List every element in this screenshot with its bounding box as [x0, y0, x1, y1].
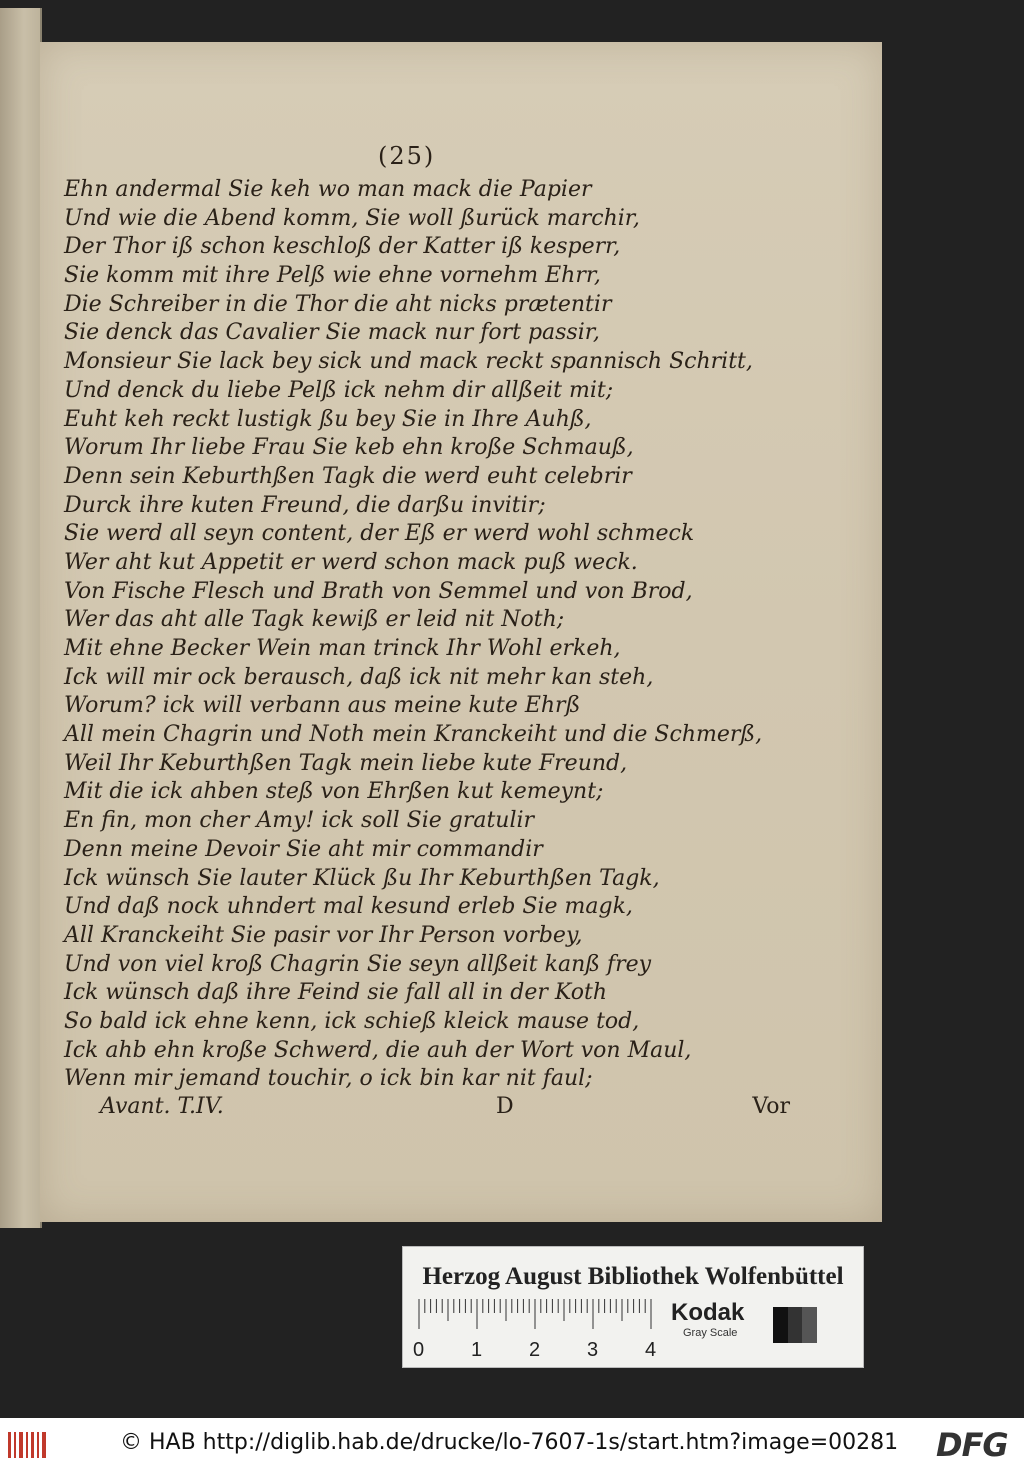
- previous-page-edge: [0, 8, 42, 1228]
- color-calibration-card: [402, 1246, 864, 1368]
- measurement-ruler: [415, 1299, 657, 1333]
- text-line: Monsieur Sie lack bey sick und mack reckt spannisch Schritt,: [64, 349, 753, 375]
- ruler-number: 2: [529, 1339, 541, 1361]
- text-line: Ick wünsch Sie lauter Klück ßu Ihr Keburthßen Tagk,: [64, 865, 660, 891]
- text-line: Von Fische Flesch und Brath von Semmel und von Brod,: [64, 578, 693, 604]
- text-line: Durck ihre kuten Freund, die darßu invitir;: [64, 492, 546, 518]
- book-page: [40, 42, 882, 1222]
- page-number: (25): [378, 142, 436, 170]
- text-line: Sie denck das Cavalier Sie mack nur fort passir,: [64, 320, 600, 346]
- text-line: Euht keh reckt lustigk ßu bey Sie in Ihre Auhß,: [64, 406, 592, 432]
- text-line: Denn meine Devoir Sie aht mir commandir: [64, 836, 543, 862]
- library-name: Herzog August Bibliothek Wolfenbüttel: [422, 1263, 844, 1290]
- text-line: So bald ick ehne kenn, ick schieß kleick mause tod,: [64, 1008, 640, 1034]
- text-line: All mein Chagrin und Noth mein Kranckeiht und die Schmerß,: [64, 722, 763, 748]
- text-line: Sie werd all seyn content, der Eß er werd wohl schmeck: [64, 521, 695, 547]
- text-line: Sie komm mit ihre Pelß wie ehne vornehm Ehrr,: [64, 263, 601, 289]
- ruler-number: 1: [471, 1339, 483, 1361]
- gray-scale-label: Gray Scale: [683, 1327, 738, 1339]
- text-line: Und wie die Abend komm, Sie woll ßurück marchir,: [64, 205, 640, 231]
- kodak-brand: Kodak: [671, 1299, 745, 1326]
- poem-text: [64, 176, 763, 1094]
- footer-credit-link[interactable]: © HAB http://diglib.hab.de/drucke/lo-7607-1s/start.htm?image=00281: [120, 1430, 899, 1455]
- text-line: Und von viel kroß Chagrin Sie seyn allßeit kanß frey: [64, 951, 652, 977]
- signature-mark: Avant. T.IV.: [100, 1094, 224, 1119]
- text-line: Wer das aht alle Tagk kewiß er leid nit Noth;: [64, 607, 565, 633]
- text-line: Und daß nock uhndert mal kesund erleb Sie magk,: [64, 894, 633, 920]
- text-line: Worum? ick will verbann aus meine kute Ehrß: [64, 693, 581, 719]
- dfg-logo: DFG: [936, 1426, 1008, 1464]
- ruler-numbers: [409, 1339, 669, 1363]
- text-line: Denn sein Keburthßen Tagk die werd euht celebrir: [64, 463, 632, 489]
- ruler-number: 0: [413, 1339, 425, 1361]
- text-line: All Kranckeiht Sie pasir vor Ihr Person vorbey,: [64, 922, 583, 948]
- text-line: Ick wünsch daß ihre Feind sie fall all in der Koth: [64, 980, 608, 1006]
- text-line: Weil Ihr Keburthßen Tagk mein liebe kute Freund,: [64, 750, 628, 776]
- text-line: En fin, mon cher Amy! ick soll Sie gratulir: [64, 808, 535, 834]
- ruler-number: 4: [645, 1339, 657, 1361]
- text-line: Wer aht kut Appetit er werd schon mack puß weck.: [64, 549, 638, 575]
- footer-bar: [0, 1418, 1024, 1472]
- text-line: Ick ahb ehn kroße Schwerd, die auh der Wort von Maul,: [64, 1037, 692, 1063]
- text-line: Wenn mir jemand touchir, o ick bin kar nit faul;: [64, 1066, 593, 1092]
- text-line: Der Thor iß schon keschloß der Katter iß kesperr,: [64, 234, 621, 260]
- text-line: Die Schreiber in die Thor die aht nicks prætentir: [64, 291, 612, 317]
- text-line: Und denck du liebe Pelß ick nehm dir allßeit mit;: [64, 377, 614, 403]
- signature-row: [100, 1094, 790, 1126]
- catchword: Vor: [752, 1094, 790, 1119]
- text-line: Ick will mir ock berausch, daß ick nit mehr kan steh,: [64, 664, 654, 690]
- text-line: Ehn andermal Sie keh wo man mack die Papier: [64, 177, 592, 202]
- gathering-letter: D: [496, 1094, 514, 1119]
- ruler-number: 3: [587, 1339, 599, 1361]
- text-line: Worum Ihr liebe Frau Sie keb ehn kroße Schmauß,: [64, 435, 634, 461]
- ruler-ticks-icon: [415, 1299, 657, 1333]
- text-line: Mit die ick ahben steß von Ehrßen kut kemeynt;: [64, 779, 604, 805]
- text-line: Mit ehne Becker Wein man trinck Ihr Wohl erkeh,: [64, 636, 621, 661]
- gray-patches: [773, 1307, 817, 1343]
- hab-barcode-logo-icon: [8, 1430, 48, 1460]
